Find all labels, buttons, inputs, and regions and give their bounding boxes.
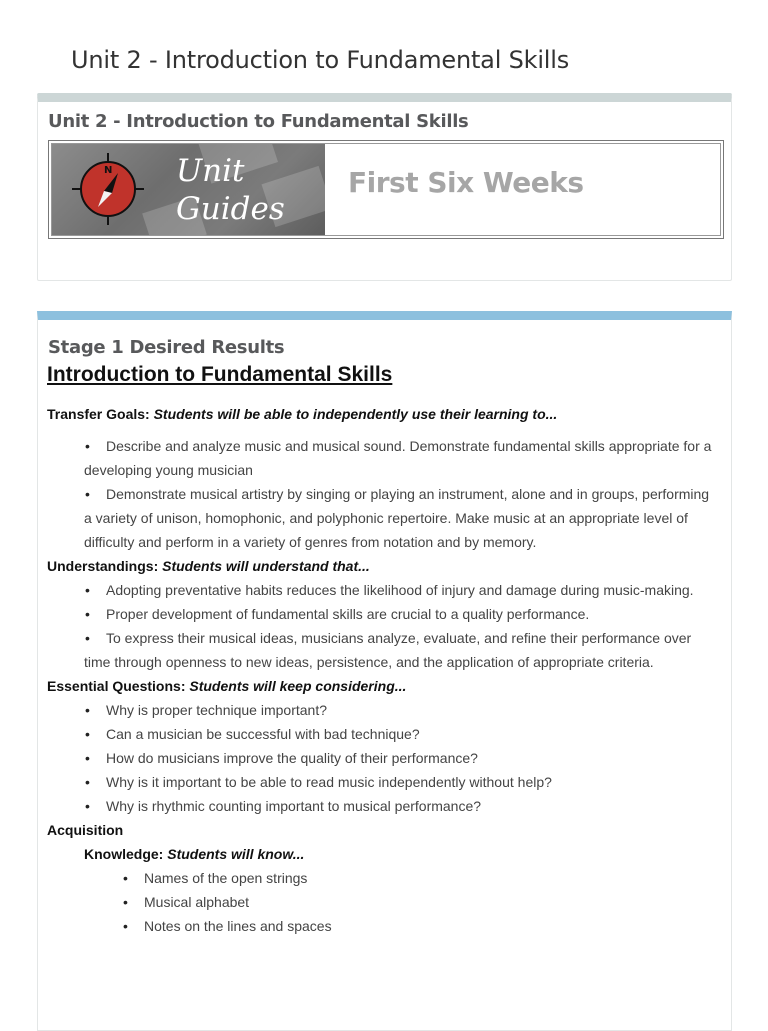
- unit-guides-banner: [48, 140, 724, 239]
- transfer-goals-line: [47, 402, 717, 426]
- list-item: • Adopting preventative habits reduces the likelihood of injury and damage during music-making.: [47, 578, 717, 602]
- list-item: • Notes on the lines and spaces: [47, 914, 717, 938]
- transfer-goals-list: [47, 434, 717, 554]
- knowledge-line: [47, 842, 717, 866]
- understandings-list: [47, 578, 717, 674]
- essential-questions-lead: Students will keep considering...: [189, 678, 407, 694]
- list-item: • Can a musician be successful with bad technique?: [47, 722, 717, 746]
- banner-word-guides: Guides: [176, 191, 285, 227]
- understandings-label: Understandings:: [47, 558, 159, 574]
- list-item: • Proper development of fundamental skills are crucial to a quality performance.: [47, 602, 717, 626]
- transfer-goals-label: Transfer Goals:: [47, 406, 150, 422]
- list-item: • How do musicians improve the quality of their performance?: [47, 746, 717, 770]
- list-item: • Why is rhythmic counting important to musical performance?: [47, 794, 717, 818]
- list-item: • Why is proper technique important?: [47, 698, 717, 722]
- stage-content: [47, 402, 717, 938]
- list-item: • Why is it important to be able to read music independently without help?: [47, 770, 717, 794]
- knowledge-list: [47, 866, 717, 938]
- svg-text:N: N: [104, 165, 113, 176]
- intro-heading: Introduction to Fundamental Skills: [47, 363, 393, 386]
- essential-questions-label: Essential Questions:: [47, 678, 186, 694]
- list-item: • Describe and analyze music and musical sound. Demonstrate fundamental skills appropriate for a developing young musician: [47, 434, 717, 482]
- list-item: • Musical alphabet: [47, 890, 717, 914]
- list-item: • Names of the open strings: [47, 866, 717, 890]
- understandings-line: [47, 554, 717, 578]
- stage-title: Stage 1 Desired Results: [48, 337, 285, 358]
- stage-card: [37, 311, 732, 1031]
- acquisition-label: Acquisition: [47, 822, 124, 838]
- unit-card: [37, 93, 732, 281]
- unit-card-title: Unit 2 - Introduction to Fundamental Skills: [48, 111, 469, 132]
- essential-questions-line: [47, 674, 717, 698]
- transfer-goals-lead: Students will be able to independently use their learning to...: [153, 406, 558, 422]
- first-six-weeks-label: First Six Weeks: [348, 166, 584, 199]
- compass-icon: [72, 153, 144, 225]
- banner-word-unit: Unit: [176, 153, 245, 189]
- page-title: Unit 2 - Introduction to Fundamental Skills: [71, 46, 570, 74]
- knowledge-label: Knowledge:: [84, 846, 164, 862]
- list-item: • Demonstrate musical artistry by singing or playing an instrument, alone and in groups, performing a variety of unison, homophonic, and polyphonic repertoire. Make music at an appropriate level of difficulty and perform in a variety of genres from notation and by memory.: [47, 482, 717, 554]
- essential-questions-list: [47, 698, 717, 818]
- knowledge-lead: Students will know...: [167, 846, 305, 862]
- understandings-lead: Students will understand that...: [162, 558, 370, 574]
- list-item: • To express their musical ideas, musicians analyze, evaluate, and refine their performance over time through openness to new ideas, persistence, and the application of appropriate criteria.: [47, 626, 717, 674]
- banner-image: [52, 144, 325, 235]
